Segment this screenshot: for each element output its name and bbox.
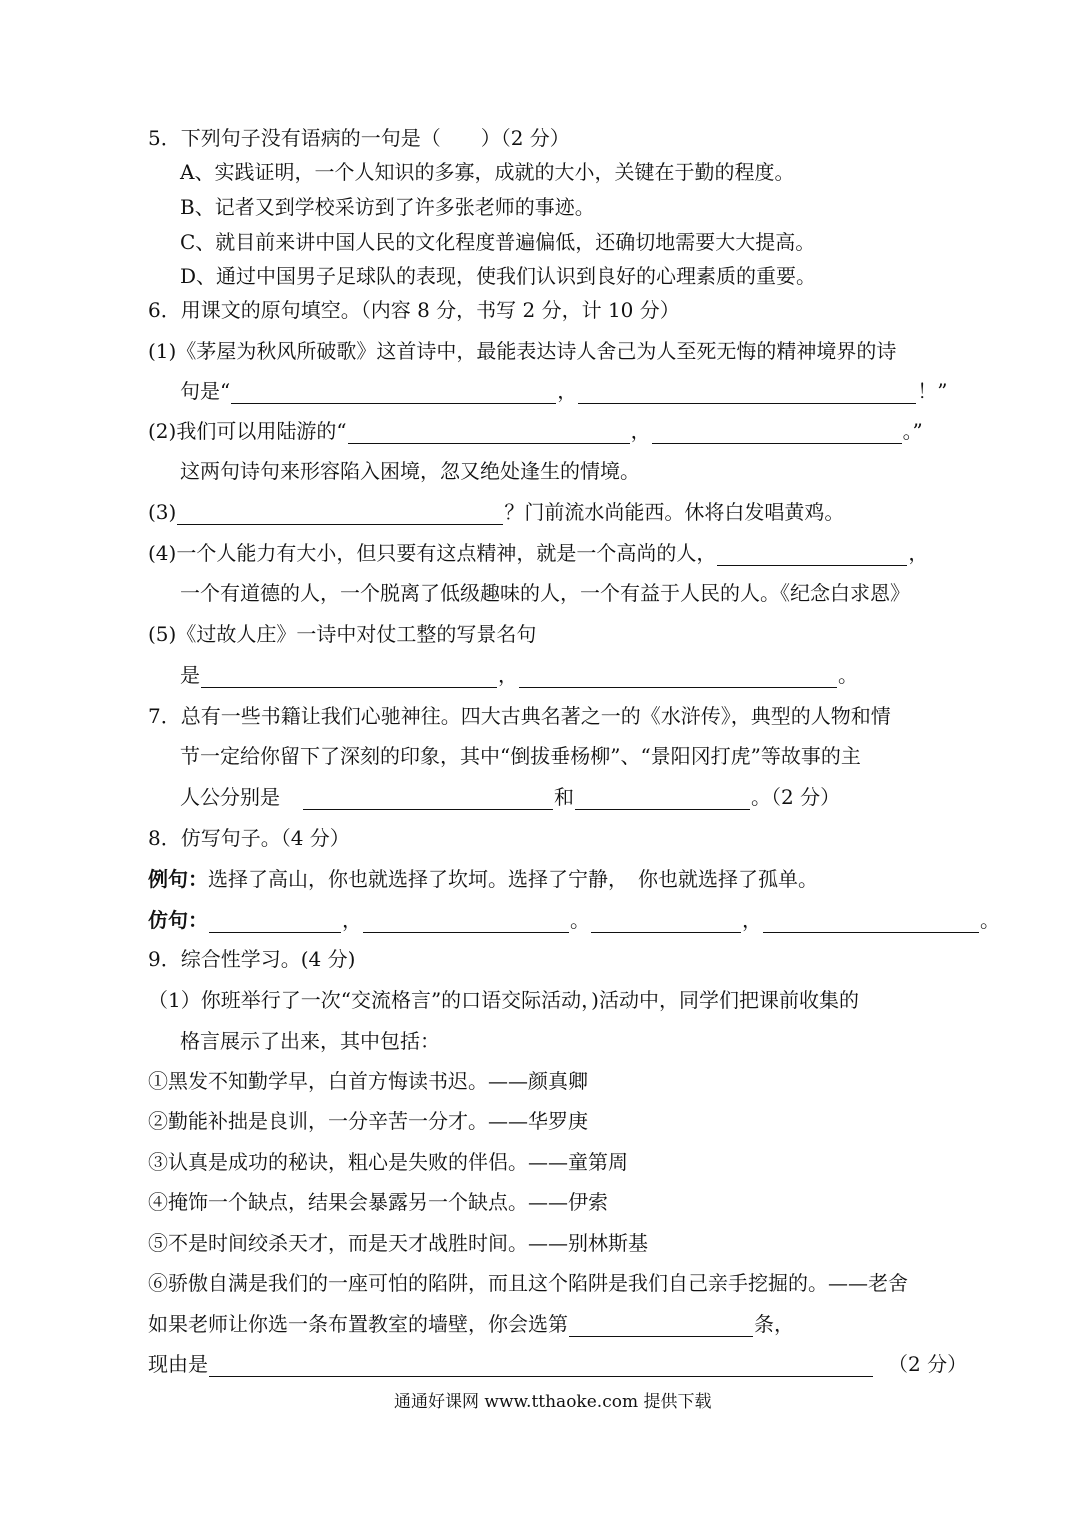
q6-part2-blank-1[interactable] [348, 421, 630, 444]
q6-part3-prefix: (3) [148, 500, 177, 524]
q6-part4-line1 [148, 540, 928, 566]
q6-part4-blank[interactable] [717, 543, 907, 566]
q9-reason-line [148, 1351, 967, 1377]
q6-part1-line1: (1)《茅屋为秋风所破歌》这首诗中，最能表达诗人舍己为人至死无悔的精神境界的诗 [148, 339, 897, 363]
q6-part5-blank-1[interactable] [201, 665, 497, 688]
q9-choose-prefix: 如果老师让你选一条布置教室的墙壁，你会选第 [148, 1312, 568, 1336]
q8-example [148, 866, 818, 892]
q6-part5-line2 [180, 662, 858, 688]
q6-part1-end: ！” [917, 379, 948, 403]
q9-choose-blank[interactable] [569, 1314, 753, 1337]
q9-part1-line2: 格言展示了出来，其中包括： [180, 1029, 440, 1053]
q6-part3-blank[interactable] [177, 502, 503, 525]
q9-quote-1: ①黑发不知勤学早，白首方悔读书迟。——颜真卿 [148, 1069, 588, 1093]
q7-line2: 节一定给你留下了深刻的印象，其中“倒拔垂杨柳”、“景阳冈打虎”等故事的主 [180, 744, 861, 768]
q6-part3 [148, 499, 844, 525]
q9-reason-blank[interactable] [209, 1354, 873, 1377]
q9-part1-line1: （1）你班举行了一次“交流格言”的口语交际活动，)活动中，同学们把课前收集的 [148, 988, 859, 1012]
q8-comma-2: ， [742, 908, 762, 932]
q8-blank-3[interactable] [591, 910, 741, 933]
q9-choose-line [148, 1311, 794, 1337]
q7-prefix: 人公分别是 [180, 785, 280, 809]
q7-score: 。（2 分） [751, 785, 841, 809]
q5-option-d: D、通过中国男子足球队的表现，使我们认识到良好的心理素质的重要。 [180, 264, 817, 288]
q8-blank-4[interactable] [763, 910, 979, 933]
q6-part2-comma: ， [630, 419, 651, 443]
q9-quote-5: ⑤不是时间绞杀天才，而是天才战胜时间。——别林斯基 [148, 1231, 648, 1255]
q6-part4-text: (4)一个人能力有大小，但只要有这点精神，就是一个高尚的人， [148, 541, 717, 565]
q9-quote-6: ⑥骄傲自满是我们的一座可怕的陷阱，而且这个陷阱是我们自己亲手挖掘的。——老舍 [148, 1271, 908, 1295]
q7-line3 [180, 784, 840, 810]
q9-reason-prefix: 现由是 [148, 1352, 208, 1376]
q5-stem: 5．下列句子没有语病的一句是（ ）（2 分） [148, 126, 570, 150]
q6-part1-line2 [180, 378, 947, 404]
q6-part4-line2: 一个有道德的人，一个脱离了低级趣味的人，一个有益于人民的人。《纪念白求恩》 [180, 581, 910, 605]
q8-imitate [148, 907, 1000, 933]
q9-quote-3: ③认真是成功的秘诀，粗心是失败的伴侣。——童第周 [148, 1150, 628, 1174]
q6-part2-line1 [148, 418, 923, 444]
q6-part5-prefix: 是 [180, 663, 200, 687]
q9-choose-suffix: 条， [754, 1312, 794, 1336]
q8-example-label: 例句： [148, 867, 208, 891]
q8-stem: 8．仿写句子。（4 分） [148, 826, 350, 850]
q6-part5-blank-2[interactable] [519, 665, 837, 688]
q9-reason-score: （2 分） [888, 1352, 968, 1376]
q6-part1-prefix: 句是“ [180, 379, 231, 403]
q9-stem: 9．综合性学习。(4 分) [148, 947, 356, 971]
q6-part2-prefix: (2)我们可以用陆游的“ [148, 419, 347, 443]
q7-line1: 7．总有一些书籍让我们心驰神往。四大古典名著之一的《水浒传》，典型的人物和情 [148, 704, 891, 728]
q6-part2-line2: 这两句诗句来形容陷入困境，忽又绝处逢生的情境。 [180, 459, 640, 483]
q5-option-c: C、就目前来讲中国人民的文化程度普遍偏低，还确切地需要大大提高。 [180, 230, 816, 254]
q8-example-text: 选择了高山，你也就选择了坎坷。选择了宁静， 你也就选择了孤单。 [208, 867, 818, 891]
q8-blank-2[interactable] [363, 910, 569, 933]
q8-period-2: 。 [980, 908, 1000, 932]
page-footer: 通通好课网 www.tthaoke.com 提供下载 [394, 1392, 712, 1412]
q6-part1-blank-2[interactable] [578, 381, 916, 404]
q6-part5-comma: ， [498, 663, 518, 687]
q6-part5-line1: (5)《过故人庄》一诗中对仗工整的写景名句 [148, 622, 537, 646]
q8-blank-1[interactable] [209, 910, 341, 933]
q6-part4-comma: ， [908, 541, 929, 565]
q5-option-b: B、记者又到学校采访到了许多张老师的事迹。 [180, 195, 595, 219]
q6-part3-suffix: ？门前流水尚能西。休将白发唱黄鸡。 [504, 500, 845, 524]
q8-imitate-label: 仿句： [148, 908, 208, 932]
q6-part2-blank-2[interactable] [652, 421, 902, 444]
q9-quote-4: ④掩饰一个缺点，结果会暴露另一个缺点。——伊索 [148, 1190, 608, 1214]
q7-and: 和 [554, 785, 574, 809]
q6-part1-comma: ， [557, 379, 578, 403]
q5-option-a: A、实践证明，一个人知识的多寡，成就的大小，关键在于勤的程度。 [180, 160, 795, 184]
q6-part1-blank-1[interactable] [231, 381, 556, 404]
q6-part5-end: 。 [838, 663, 858, 687]
q6-stem: 6．用课文的原句填空。（内容 8 分，书写 2 分，计 10 分） [148, 298, 680, 322]
q9-quote-2: ②勤能补拙是良训，一分辛苦一分才。——华罗庚 [148, 1109, 588, 1133]
q6-part2-end: 。” [902, 419, 923, 443]
q8-comma-1: ， [342, 908, 362, 932]
q8-period-1: 。 [570, 908, 590, 932]
q7-blank-2[interactable] [575, 787, 750, 810]
q7-blank-1[interactable] [303, 787, 553, 810]
